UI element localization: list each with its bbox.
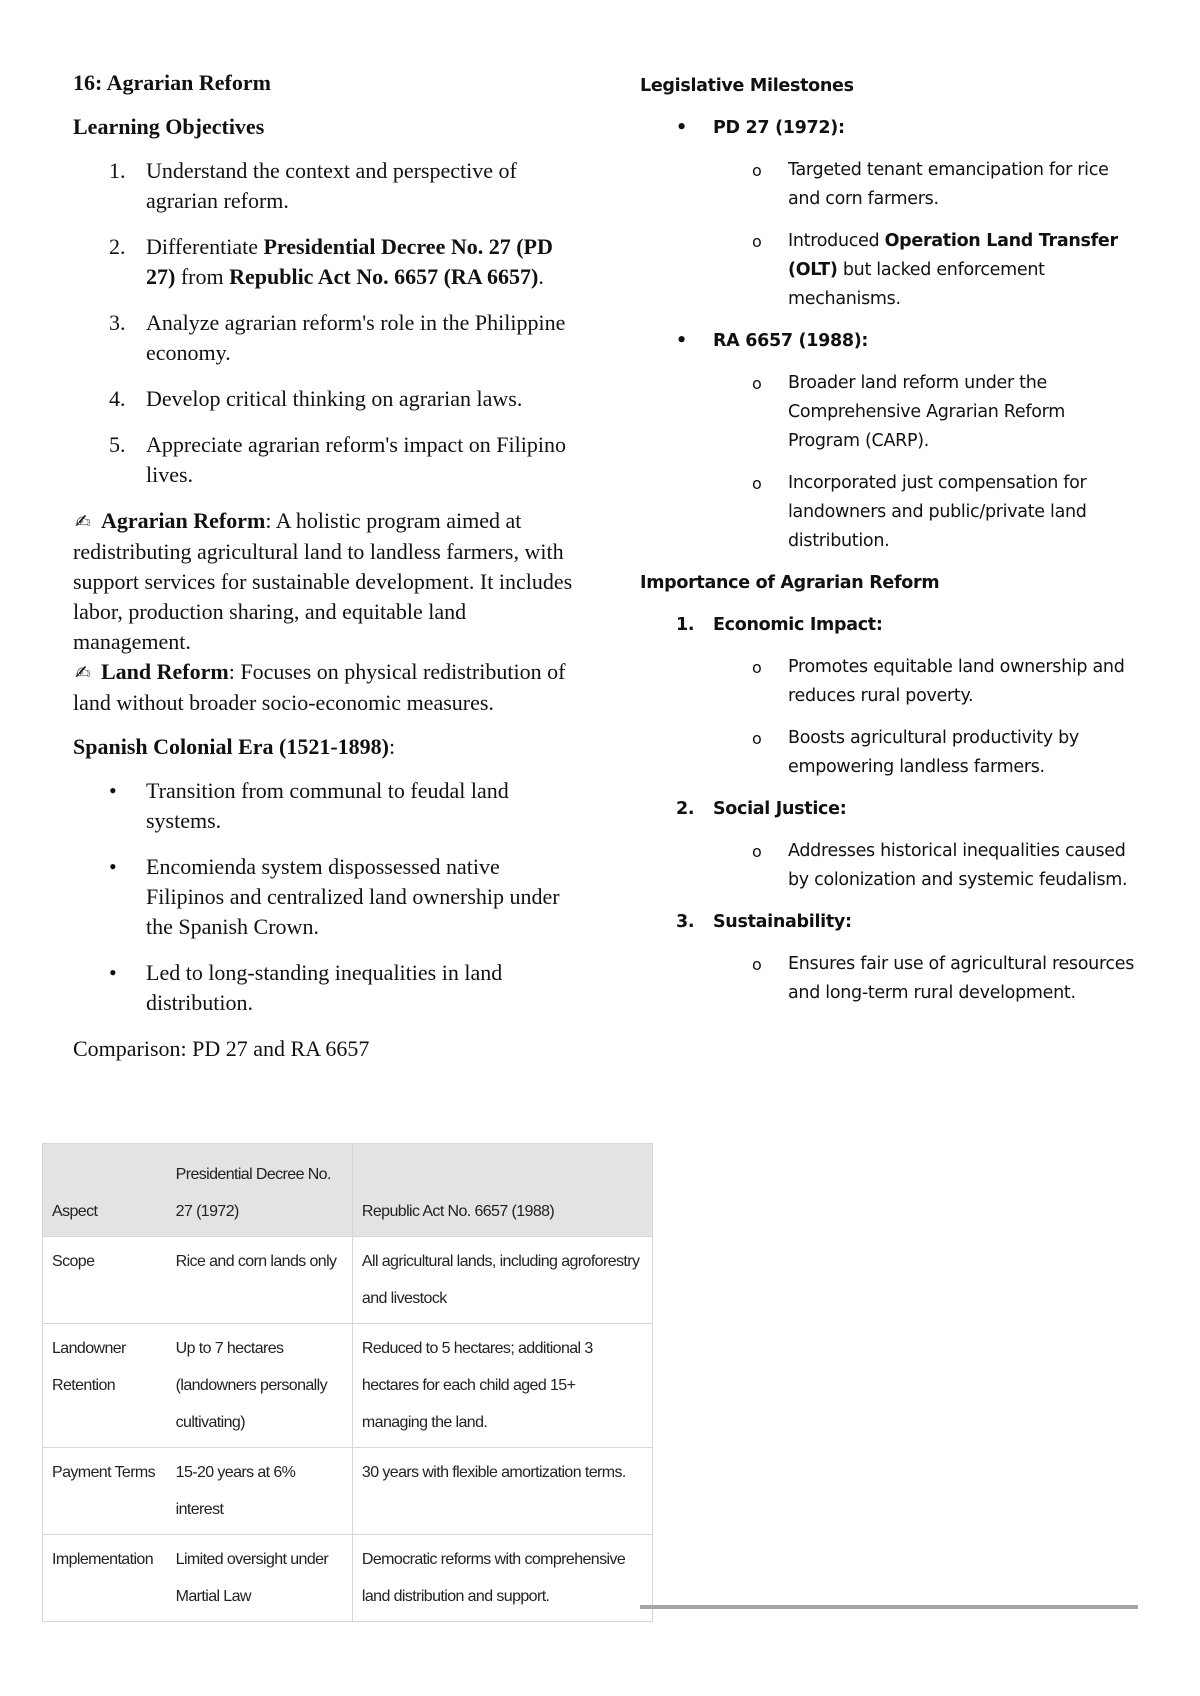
objective-text: Analyze agrarian reform's role in the Philippine economy. [146, 310, 566, 365]
sub-item-text: Targeted tenant emancipation for rice and corn farmers. [788, 160, 1109, 209]
bullet-icon: • [676, 118, 687, 138]
sub-item-text: Introduced [788, 231, 885, 251]
importance-social [640, 795, 1140, 824]
list-item [73, 308, 573, 368]
sub-item-text: Ensures fair use of agricultural resources and long-term rural development. [788, 954, 1135, 1003]
sub-item-text: Incorporated just compensation for landowners and public/private land distribution. [788, 473, 1087, 551]
table-row [43, 1448, 653, 1535]
sub-bullet-icon: o [752, 232, 762, 251]
sub-item-text: but lacked enforcement mechanisms. [788, 260, 1045, 309]
list-number: 1. [109, 158, 126, 183]
table-header-cell: Presidential Decree No. 27 (1972) [167, 1144, 353, 1237]
sub-item [640, 724, 1140, 782]
table-cell: Implementation [43, 1535, 167, 1622]
definition-land-reform [73, 657, 573, 718]
objective-text: Appreciate agrarian reform's impact on Filipino lives. [146, 432, 566, 487]
spanish-era-colon: : [389, 734, 396, 759]
sub-bullet-icon: o [752, 658, 762, 677]
table-row [43, 1324, 653, 1448]
bullet-icon: • [109, 854, 117, 879]
sub-item-bold: Operation Land Transfer (OLT) [788, 231, 1118, 280]
right-column [640, 72, 1140, 1021]
definition-term: Land Reform [101, 659, 229, 684]
importance-economic [640, 611, 1140, 640]
bullet-icon: • [109, 778, 117, 803]
milestone-label: RA 6657 (1988): [713, 331, 869, 351]
objective-text: . [538, 264, 544, 289]
table-cell: Payment Terms [43, 1448, 167, 1535]
table-cell: Up to 7 hectares (landowners personally cultivating) [167, 1324, 353, 1448]
sub-bullet-icon: o [752, 842, 762, 861]
bullet-text: Encomienda system dispossessed native Filipinos and centralized land ownership under the Spanish Crown. [146, 854, 560, 939]
sub-bullet-icon: o [752, 374, 762, 393]
sub-item [640, 653, 1140, 711]
writing-hand-icon: ✍ [75, 662, 91, 684]
importance-label: Sustainability: [713, 912, 852, 932]
sub-item [640, 369, 1140, 456]
table-cell: Scope [43, 1237, 167, 1324]
table-cell: 30 years with flexible amortization terms. [352, 1448, 652, 1535]
list-item [73, 384, 573, 414]
milestone-ra6657 [640, 327, 1140, 356]
table-header-cell: Aspect [43, 1144, 167, 1237]
sub-item-text: Addresses historical inequalities caused by colonization and systemic feudalism. [788, 841, 1128, 890]
horizontal-rule [640, 1605, 1138, 1609]
table-cell: Limited oversight under Martial Law [167, 1535, 353, 1622]
objectives-heading: Learning Objectives [73, 114, 265, 139]
spanish-era-heading [73, 732, 573, 762]
bullet-icon: • [109, 960, 117, 985]
objective-text: Develop critical thinking on agrarian laws. [146, 386, 523, 411]
table-cell: Landowner Retention [43, 1324, 167, 1448]
bullet-text: Transition from communal to feudal land systems. [146, 778, 509, 833]
bullet-icon: • [676, 331, 687, 351]
sub-bullet-icon: o [752, 161, 762, 180]
comparison-title: Comparison: PD 27 and RA 6657 [73, 1036, 370, 1061]
spanish-era-list [73, 776, 573, 1018]
list-item [73, 232, 573, 292]
objective-text: Differentiate [146, 234, 264, 259]
left-column [73, 68, 573, 1074]
sub-bullet-icon: o [752, 729, 762, 748]
objective-text: Understand the context and perspective of agrarian reform. [146, 158, 517, 213]
list-number: 1. [676, 615, 695, 635]
sub-item [640, 156, 1140, 214]
importance-label: Economic Impact: [713, 615, 883, 635]
table-cell: Rice and corn lands only [167, 1237, 353, 1324]
objectives-list [73, 156, 573, 490]
table-row [43, 1237, 653, 1324]
objective-bold: Republic Act No. 6657 (RA 6657) [229, 264, 539, 289]
definition-text: : A holistic program aimed at redistributing agricultural land to landless farmers, with support services for sustainable development. It includes labor, production sharing, and equitable land management. [73, 508, 573, 654]
spanish-era-heading-text: Spanish Colonial Era (1521-1898) [73, 734, 389, 759]
table-row [43, 1535, 653, 1622]
list-number: 4. [109, 386, 126, 411]
list-item [73, 852, 573, 942]
list-item [73, 430, 573, 490]
list-number: 2. [676, 799, 695, 819]
list-number: 3. [109, 310, 126, 335]
list-item [73, 156, 573, 216]
list-item [73, 776, 573, 836]
objective-text: from [175, 264, 230, 289]
table-cell: 15-20 years at 6% interest [167, 1448, 353, 1535]
list-item [73, 958, 573, 1018]
sub-item-text: Promotes equitable land ownership and reduces rural poverty. [788, 657, 1125, 706]
sub-bullet-icon: o [752, 474, 762, 493]
table-cell: All agricultural lands, including agroforestry and livestock [352, 1237, 652, 1324]
table-header-cell: Republic Act No. 6657 (1988) [352, 1144, 652, 1237]
sub-bullet-icon: o [752, 955, 762, 974]
definition-agrarian-reform [73, 506, 573, 657]
sub-item [640, 227, 1140, 314]
definition-text: : Focuses on physical redistribution of land without broader socio-economic measures. [73, 659, 566, 715]
objective-bold: Presidential Decree No. 27 (PD 27) [146, 234, 553, 289]
sub-item-text: Boosts agricultural productivity by empowering landless farmers. [788, 728, 1079, 777]
sub-item-text: Broader land reform under the Comprehensive Agrarian Reform Program (CARP). [788, 373, 1065, 451]
importance-label: Social Justice: [713, 799, 847, 819]
sub-item [640, 950, 1140, 1008]
table-cell: Reduced to 5 hectares; additional 3 hectares for each child aged 15+ managing the land. [352, 1324, 652, 1448]
sub-item [640, 837, 1140, 895]
list-number: 3. [676, 912, 695, 932]
bullet-text: Led to long-standing inequalities in land distribution. [146, 960, 503, 1015]
writing-hand-icon: ✍ [75, 511, 91, 533]
milestone-label: PD 27 (1972): [713, 118, 845, 138]
definition-term: Agrarian Reform [101, 508, 266, 533]
table-cell: Democratic reforms with comprehensive land distribution and support. [352, 1535, 652, 1622]
table-header-row [43, 1144, 653, 1237]
sub-item [640, 469, 1140, 556]
list-number: 2. [109, 234, 126, 259]
milestone-pd27 [640, 114, 1140, 143]
importance-heading: Importance of Agrarian Reform [640, 573, 940, 593]
page-title: 16: Agrarian Reform [73, 70, 271, 95]
comparison-table [42, 1143, 653, 1622]
milestones-heading: Legislative Milestones [640, 76, 854, 96]
importance-sustainability [640, 908, 1140, 937]
list-number: 5. [109, 432, 126, 457]
